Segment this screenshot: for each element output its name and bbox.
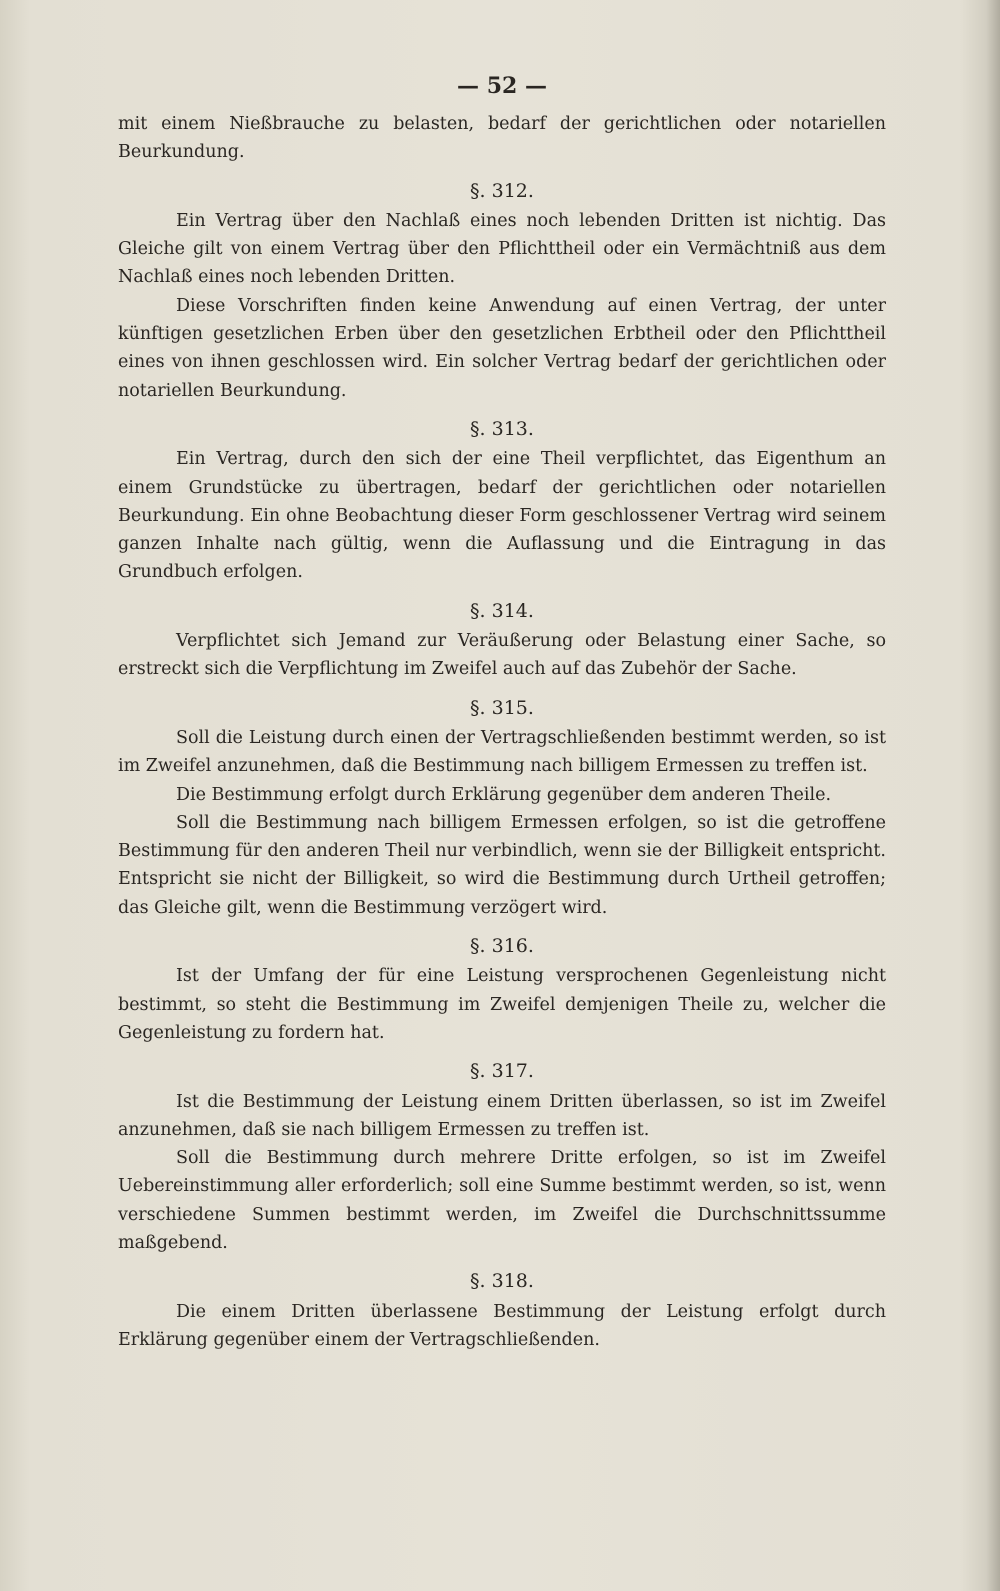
section-312	[118, 177, 886, 405]
continuation-paragraph: mit einem Nießbrauche zu belasten, bedarf der gerichtlichen oder notariellen Beurkundung.	[118, 114, 886, 163]
section-314	[118, 597, 886, 684]
section-heading: §. 314.	[470, 599, 534, 622]
paragraph: Soll die Bestimmung durch mehrere Dritte erfolgen, so ist im Zweifel Uebereinstimmung aller erforderlich; soll eine Summe bestimmt werden, so ist, wenn verschiedene Summen bestimmt werden, im Zweifel die Durchschnittssumme maßgebend.	[118, 1148, 886, 1253]
section-heading: §. 318.	[470, 1270, 534, 1293]
paragraph: Die Bestimmung erfolgt durch Erklärung gegenüber dem anderen Theile.	[176, 784, 832, 805]
section-heading: §. 315.	[470, 696, 534, 719]
page-content	[118, 66, 886, 1354]
paragraph: Ist der Umfang der für eine Leistung versprochenen Gegenleistung nicht bestimmt, so steht die Bestimmung im Zweifel demjenigen Theile zu, welcher die Gegenleistung zu fordern hat.	[118, 966, 886, 1043]
section-317	[118, 1057, 886, 1257]
section-316	[118, 932, 886, 1047]
paragraph: Ein Vertrag über den Nachlaß eines noch lebenden Dritten ist nichtig. Das Gleiche gilt von einem Vertrag über den Pflichttheil oder ein Vermächtniß aus dem Nachlaß eines noch lebenden Dritten.	[118, 210, 886, 288]
paragraph: Die einem Dritten überlassene Bestimmung der Leistung erfolgt durch Erklärung gegenüber einem der Vertragschließenden.	[118, 1301, 886, 1350]
paragraph: Verpflichtet sich Jemand zur Veräußerung oder Belastung einer Sache, so erstreckt sich die Verpflichtung im Zweifel auch auf das Zubehör der Sache.	[118, 631, 886, 680]
page-number: — 52 —	[457, 73, 547, 99]
page-edge-shadow	[986, 0, 1000, 1591]
paragraph: Soll die Leistung durch einen der Vertragschließenden bestimmt werden, so ist im Zweifel anzunehmen, daß die Bestimmung nach billigem Ermessen zu treffen ist.	[118, 727, 886, 777]
section-heading: §. 316.	[470, 935, 534, 958]
paragraph: Ist die Bestimmung der Leistung einem Dritten überlassen, so ist im Zweifel anzunehmen, daß sie nach billigem Ermessen zu treffen ist.	[118, 1091, 886, 1140]
section-heading: §. 317.	[470, 1060, 534, 1083]
section-313	[118, 415, 886, 587]
section-318	[118, 1267, 886, 1354]
section-heading: §. 313.	[470, 417, 534, 440]
section-315	[118, 694, 886, 922]
paragraph: Ein Vertrag, durch den sich der eine Theil verpflichtet, das Eigenthum an einem Grundstücke zu übertragen, bedarf der gerichtlichen oder notariellen Beurkundung. Ein ohne Beobachtung dieser Form geschlossener Vertrag wird seinem ganzen Inhalte nach gültig, wenn die Auflassung und die Eintragung in das Grundbuch erfolgen.	[118, 449, 886, 583]
section-heading: §. 312.	[470, 179, 534, 202]
paragraph: Diese Vorschriften finden keine Anwendung auf einen Vertrag, der unter künftigen gesetzlichen Erben über den gesetzlichen Erbtheil oder den Pflichttheil eines von ihnen geschlossen wird. Ein solcher Vertrag bedarf der gerichtlichen oder notariellen Beurkundung.	[118, 295, 886, 401]
paragraph: Soll die Bestimmung nach billigem Ermessen erfolgen, so ist die getroffene Bestimmung für den anderen Theil nur verbindlich, wenn sie der Billigkeit entspricht. Entspricht sie nicht der Billigkeit, so wird die Bestimmung durch Urtheil getroffen; das Gleiche gilt, wenn die Bestimmung verzögert wird.	[118, 812, 886, 918]
